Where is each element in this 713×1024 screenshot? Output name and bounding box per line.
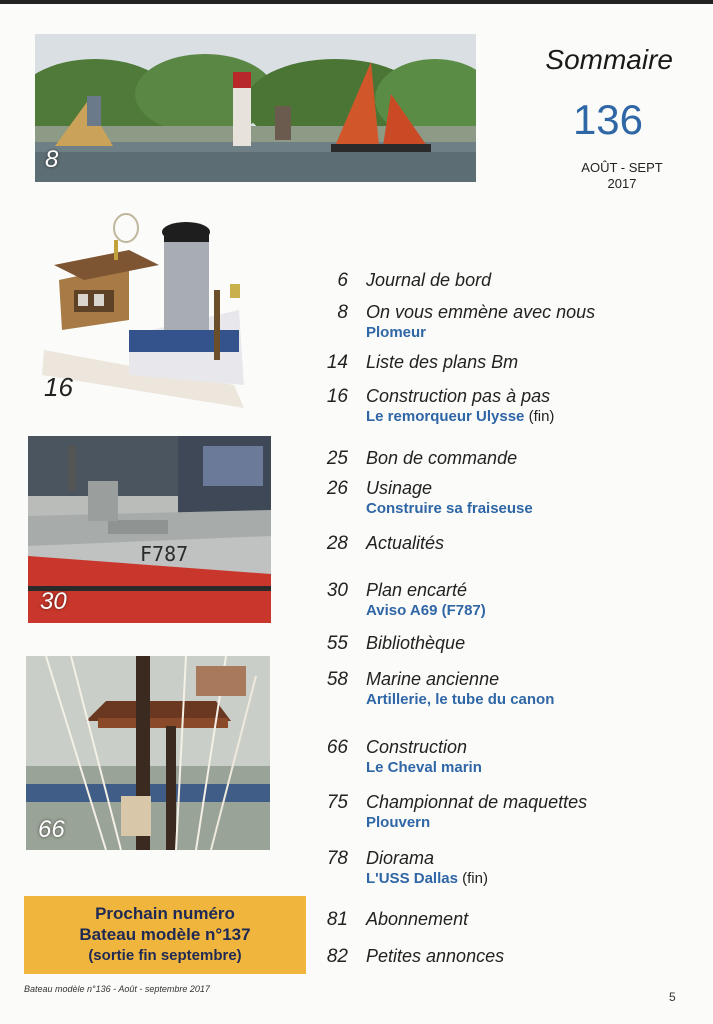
toc-page-number: 55 xyxy=(326,633,348,654)
page-number: 5 xyxy=(669,990,676,1004)
toc-subtitle: Construire sa fraiseuse xyxy=(366,500,533,517)
toc-title: Construction xyxy=(366,737,468,757)
toc-page-number: 75 xyxy=(326,792,348,813)
toc-title: Construction pas à pas xyxy=(366,386,551,406)
toc-page-number: 25 xyxy=(326,448,348,469)
toc-page-number: 66 xyxy=(326,737,348,758)
photo-warship xyxy=(28,436,271,623)
toc-subtitle xyxy=(366,408,554,425)
toc-subtitle xyxy=(366,870,488,887)
photo-rigging xyxy=(26,656,270,850)
toc-title: Bibliothèque xyxy=(366,633,466,653)
toc-page-number: 82 xyxy=(326,946,348,967)
toc-subtitle: Plomeur xyxy=(366,324,427,341)
toc-subtitle: Artillerie, le tube du canon xyxy=(366,691,555,708)
toc-title: Championnat de maquettes xyxy=(366,792,588,812)
footer-credit: Bateau modèle n°136 - Août - septembre 2017 xyxy=(24,984,210,994)
toc-page-number: 6 xyxy=(337,270,348,291)
toc-page-number: 30 xyxy=(326,580,348,601)
issue-number: 136 xyxy=(572,96,644,143)
toc-title: Usinage xyxy=(366,478,433,498)
photo-pond-boats xyxy=(35,34,476,182)
photo-page-number: 66 xyxy=(38,816,65,843)
toc-title: Abonnement xyxy=(366,909,469,929)
photo-tug-model xyxy=(34,210,264,410)
toc-title: Liste des plans Bm xyxy=(366,352,519,372)
toc-subtitle-text: Le remorqueur Ulysse xyxy=(366,408,525,425)
next-issue-release: (sortie fin septembre) xyxy=(88,947,242,964)
photo-page-number: 16 xyxy=(44,372,73,402)
hull-code: F787 xyxy=(140,542,189,566)
toc-title: Diorama xyxy=(366,848,435,868)
toc-subtitle: Le Cheval marin xyxy=(366,759,482,776)
toc-subtitle-text: L'USS Dallas xyxy=(366,870,458,887)
photo-page-number: 30 xyxy=(40,588,67,615)
toc-title: Plan encarté xyxy=(366,580,468,600)
toc-page-number: 26 xyxy=(326,478,348,499)
toc-title: Petites annonces xyxy=(366,946,505,966)
issue-date xyxy=(552,160,692,192)
toc-page-number: 58 xyxy=(326,669,348,690)
toc-subtitle-suffix: (fin) xyxy=(457,870,488,887)
issue-date-year: 2017 xyxy=(607,176,637,191)
next-issue-heading: Prochain numéro xyxy=(95,904,235,923)
toc-subtitle: Aviso A69 (F787) xyxy=(366,602,486,619)
toc-title: Journal de bord xyxy=(366,270,492,290)
toc-subtitle: Plouvern xyxy=(366,814,431,831)
toc-page-number: 14 xyxy=(326,352,348,373)
next-issue-box xyxy=(24,896,306,974)
top-border xyxy=(0,0,713,4)
toc-title: Actualités xyxy=(366,533,445,553)
toc-page-number: 28 xyxy=(326,533,348,554)
toc-page-number: 8 xyxy=(337,302,348,323)
toc-title: Marine ancienne xyxy=(366,669,500,689)
photo-page-number: 8 xyxy=(45,146,59,173)
toc-page-number: 78 xyxy=(326,848,348,869)
toc-subtitle-suffix: (fin) xyxy=(524,408,555,425)
toc-title: On vous emmène avec nous xyxy=(366,302,596,322)
toc-title: Bon de commande xyxy=(366,448,518,468)
issue-date-months: AOÛT - SEPT xyxy=(581,160,663,175)
toc-page-number: 16 xyxy=(326,386,348,407)
next-issue-title: Bateau modèle n°137 xyxy=(79,925,251,944)
toc-page-number: 81 xyxy=(326,909,348,930)
sommaire-title: Sommaire xyxy=(545,44,673,75)
